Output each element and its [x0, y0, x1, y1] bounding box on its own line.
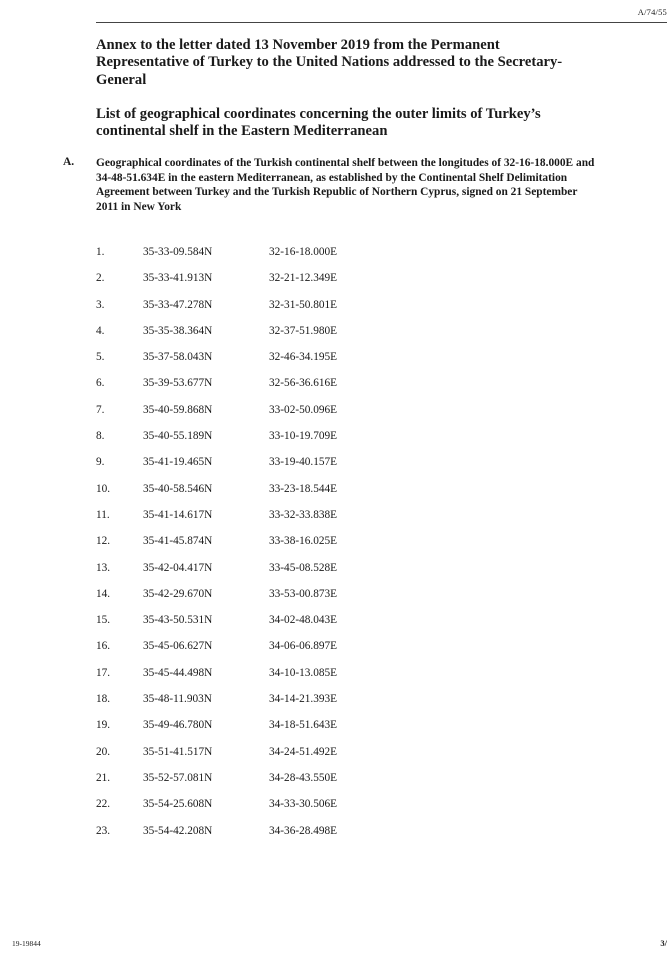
coordinate-number: 10. [96, 482, 111, 495]
latitude-value: 35-37-58.043N [143, 351, 213, 364]
longitude-value: 33-02-50.096E [269, 403, 338, 416]
latitude-value: 35-40-58.546N [143, 482, 213, 495]
latitude-value: 35-35-38.364N [143, 324, 213, 337]
coordinate-number: 5. [96, 351, 105, 364]
document-symbol: A/74/55 [637, 7, 667, 17]
latitude-value: 35-41-19.465N [143, 456, 213, 469]
longitude-value: 34-18-51.643E [269, 719, 338, 732]
coordinate-number: 23. [96, 824, 111, 837]
longitude-value: 32-21-12.349E [269, 272, 338, 285]
latitude-value: 35-41-14.617N [143, 508, 213, 521]
latitude-value: 35-43-50.531N [143, 614, 213, 627]
coordinate-number: 7. [96, 403, 105, 416]
longitude-value: 34-14-21.393E [269, 693, 338, 706]
longitude-value: 33-19-40.157E [269, 456, 338, 469]
footer-doc-number: 19-19844 [12, 939, 41, 948]
latitude-value: 35-42-04.417N [143, 561, 213, 574]
longitude-value: 32-56-36.616E [269, 377, 338, 390]
latitude-value: 35-54-42.208N [143, 824, 213, 837]
longitude-value: 34-06-06.897E [269, 640, 338, 653]
coordinate-number: 19. [96, 719, 111, 732]
longitude-value: 34-36-28.498E [269, 824, 338, 837]
longitude-value: 34-10-13.085E [269, 666, 338, 679]
coordinate-number: 15. [96, 614, 111, 627]
annex-title: Annex to the letter dated 13 November 2019 from the Permanent Representative of Turkey to the United Nations addressed to the Secretary-General [96, 37, 563, 88]
coordinate-number: 17. [96, 666, 111, 679]
latitude-value: 35-48-11.903N [143, 693, 212, 706]
footer-page-number: 3/ [660, 938, 667, 948]
longitude-value: 33-53-00.873E [269, 587, 338, 600]
latitude-value: 35-45-44.498N [143, 666, 213, 679]
longitude-value: 32-31-50.801E [269, 298, 338, 311]
latitude-value: 35-33-47.278N [143, 298, 213, 311]
coordinate-number: 3. [96, 298, 105, 311]
latitude-value: 35-42-29.670N [143, 587, 213, 600]
longitude-value: 33-10-19.709E [269, 430, 338, 443]
latitude-value: 35-45-06.627N [143, 640, 213, 653]
latitude-value: 35-49-46.780N [143, 719, 213, 732]
coordinate-number: 1. [96, 246, 105, 258]
list-title: List of geographical coordinates concerning the outer limits of Turkey’s continental shelf in the Eastern Mediterranean [96, 106, 541, 140]
longitude-value: 34-28-43.550E [269, 771, 338, 784]
latitude-value: 35-52-57.081N [143, 771, 213, 784]
longitude-value: 33-45-08.528E [269, 561, 338, 574]
section-description: Geographical coordinates of the Turkish continental shelf between the longitudes of 32-16-18.000E and 34-48-51.634E in the eastern Mediterranean, as established by the Continental Shelf Delimitation Agreement between Turkey and the Turkish Republic of Northern Cyprus, signed on 21 September 2011 in New York [96, 157, 595, 213]
header-rule [96, 22, 667, 23]
latitude-value: 35-33-09.584N [143, 246, 213, 258]
longitude-value: 33-23-18.544E [269, 482, 338, 495]
longitude-value: 32-37-51.980E [269, 324, 338, 337]
latitude-value: 35-39-53.677N [143, 377, 213, 390]
coordinate-number: 2. [96, 272, 105, 285]
coordinate-number: 14. [96, 587, 111, 600]
latitude-value: 35-33-41.913N [143, 272, 213, 285]
longitude-value: 34-02-48.043E [269, 614, 338, 627]
coordinate-number: 18. [96, 693, 111, 706]
coordinate-number: 4. [96, 324, 105, 337]
section-letter: A. [63, 156, 75, 168]
latitude-value: 35-51-41.517N [143, 745, 213, 758]
coordinate-number: 13. [96, 561, 111, 574]
latitude-value: 35-40-59.868N [143, 403, 213, 416]
coordinate-number: 9. [96, 456, 105, 469]
coordinate-number: 12. [96, 535, 111, 548]
longitude-value: 33-38-16.025E [269, 535, 338, 548]
longitude-value: 34-33-30.506E [269, 798, 338, 811]
longitude-value: 32-46-34.195E [269, 351, 338, 364]
longitude-value: 33-32-33.838E [269, 508, 338, 521]
coordinate-number: 11. [96, 508, 110, 521]
coordinate-number: 8. [96, 430, 105, 443]
longitude-value: 32-16-18.000E [269, 246, 338, 258]
coordinate-number: 16. [96, 640, 111, 653]
longitude-value: 34-24-51.492E [269, 745, 338, 758]
coordinate-number: 21. [96, 771, 111, 784]
coordinate-number: 22. [96, 798, 111, 811]
latitude-value: 35-40-55.189N [143, 430, 213, 443]
latitude-value: 35-41-45.874N [143, 535, 213, 548]
latitude-value: 35-54-25.608N [143, 798, 213, 811]
coordinate-number: 20. [96, 745, 111, 758]
coordinate-number: 6. [96, 377, 105, 390]
